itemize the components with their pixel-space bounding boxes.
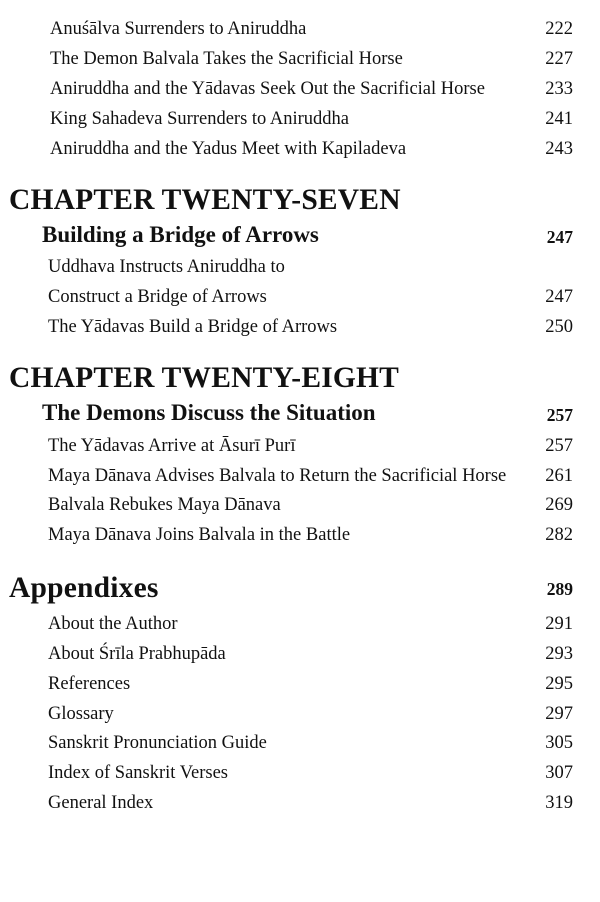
toc-entry (0, 74, 600, 104)
toc-entry (0, 252, 600, 282)
appendixes-page: 289 (546, 579, 573, 599)
chapter-title: The Demons Discuss the Situation (42, 400, 376, 425)
toc-entry (0, 609, 600, 639)
toc-entry-title: Sanskrit Pronunciation Guide (48, 733, 267, 753)
toc-entry-title: About the Author (48, 614, 178, 634)
toc-entry (0, 134, 600, 164)
toc-entry-title: King Sahadeva Surrenders to Aniruddha (50, 109, 350, 129)
toc-entry (0, 639, 600, 669)
toc-entry (0, 788, 600, 818)
toc-entry (0, 461, 600, 491)
toc-entry-title: General Index (48, 793, 154, 813)
toc-entry-page: 233 (545, 79, 573, 99)
toc-entry (0, 490, 600, 520)
toc-entry-page: 307 (545, 763, 573, 783)
toc-entry-page: 227 (545, 49, 573, 69)
chapter-page: 257 (546, 405, 573, 425)
toc-entry-title: The Yādavas Build a Bridge of Arrows (48, 317, 338, 337)
chapter-title: Building a Bridge of Arrows (42, 222, 319, 247)
toc-entry-title: Index of Sanskrit Verses (48, 763, 229, 783)
toc-entry-page: 282 (545, 525, 573, 545)
toc-entry (0, 282, 600, 312)
toc-entry-page: 243 (545, 139, 573, 159)
toc-entry-title: Aniruddha and the Yadus Meet with Kapiladeva (50, 139, 407, 159)
toc-entry-title: The Demon Balvala Takes the Sacrificial Horse (50, 49, 403, 69)
toc-entry-page: 250 (545, 317, 573, 337)
appendixes-heading: Appendixes (9, 572, 159, 604)
toc-entry (0, 44, 600, 74)
toc-entry (0, 520, 600, 550)
toc-entry (0, 758, 600, 788)
toc-entry-page: 319 (545, 793, 573, 813)
toc-entry-page: 241 (545, 109, 573, 129)
toc-entry-page: 293 (545, 644, 573, 664)
toc-entry (0, 669, 600, 699)
toc-entry-page: 257 (545, 436, 573, 456)
chapter-heading: CHAPTER TWENTY-SEVEN (9, 184, 401, 216)
toc-entry (0, 699, 600, 729)
toc-entry-page: 291 (545, 614, 573, 634)
toc-entry (0, 728, 600, 758)
toc-entry-title: Uddhava Instructs Aniruddha to (48, 257, 285, 277)
toc-entry-title: Maya Dānava Advises Balvala to Return the Sacrificial Horse (48, 466, 507, 486)
toc-entry-title: Construct a Bridge of Arrows (48, 287, 267, 307)
toc-entry (0, 104, 600, 134)
toc-entry-page: 261 (545, 466, 573, 486)
toc-entry-title: Anuśālva Surrenders to Aniruddha (50, 19, 307, 39)
toc-entry-page: 297 (545, 704, 573, 724)
toc-entry-title: Maya Dānava Joins Balvala in the Battle (48, 525, 351, 545)
toc-entry-title: The Yādavas Arrive at Āsurī Purī (48, 436, 296, 456)
toc-entry-page: 247 (545, 287, 573, 307)
toc-entry-title: Glossary (48, 704, 114, 724)
toc-entry-title: Balvala Rebukes Maya Dānava (48, 495, 281, 515)
toc-entry-page: 295 (545, 674, 573, 694)
toc-entry (0, 431, 600, 461)
toc-entry-page: 222 (545, 19, 573, 39)
toc-entry-page: 305 (545, 733, 573, 753)
toc-entry (0, 14, 600, 44)
toc-entry-title: References (48, 674, 131, 694)
chapter-heading: CHAPTER TWENTY-EIGHT (9, 362, 400, 394)
toc-entry-title: About Śrīla Prabhupāda (48, 644, 226, 664)
toc-entry-page: 269 (545, 495, 573, 515)
toc-entry (0, 312, 600, 342)
chapter-page: 247 (546, 227, 573, 247)
toc-entry-title: Aniruddha and the Yādavas Seek Out the Sacrificial Horse (50, 79, 485, 99)
